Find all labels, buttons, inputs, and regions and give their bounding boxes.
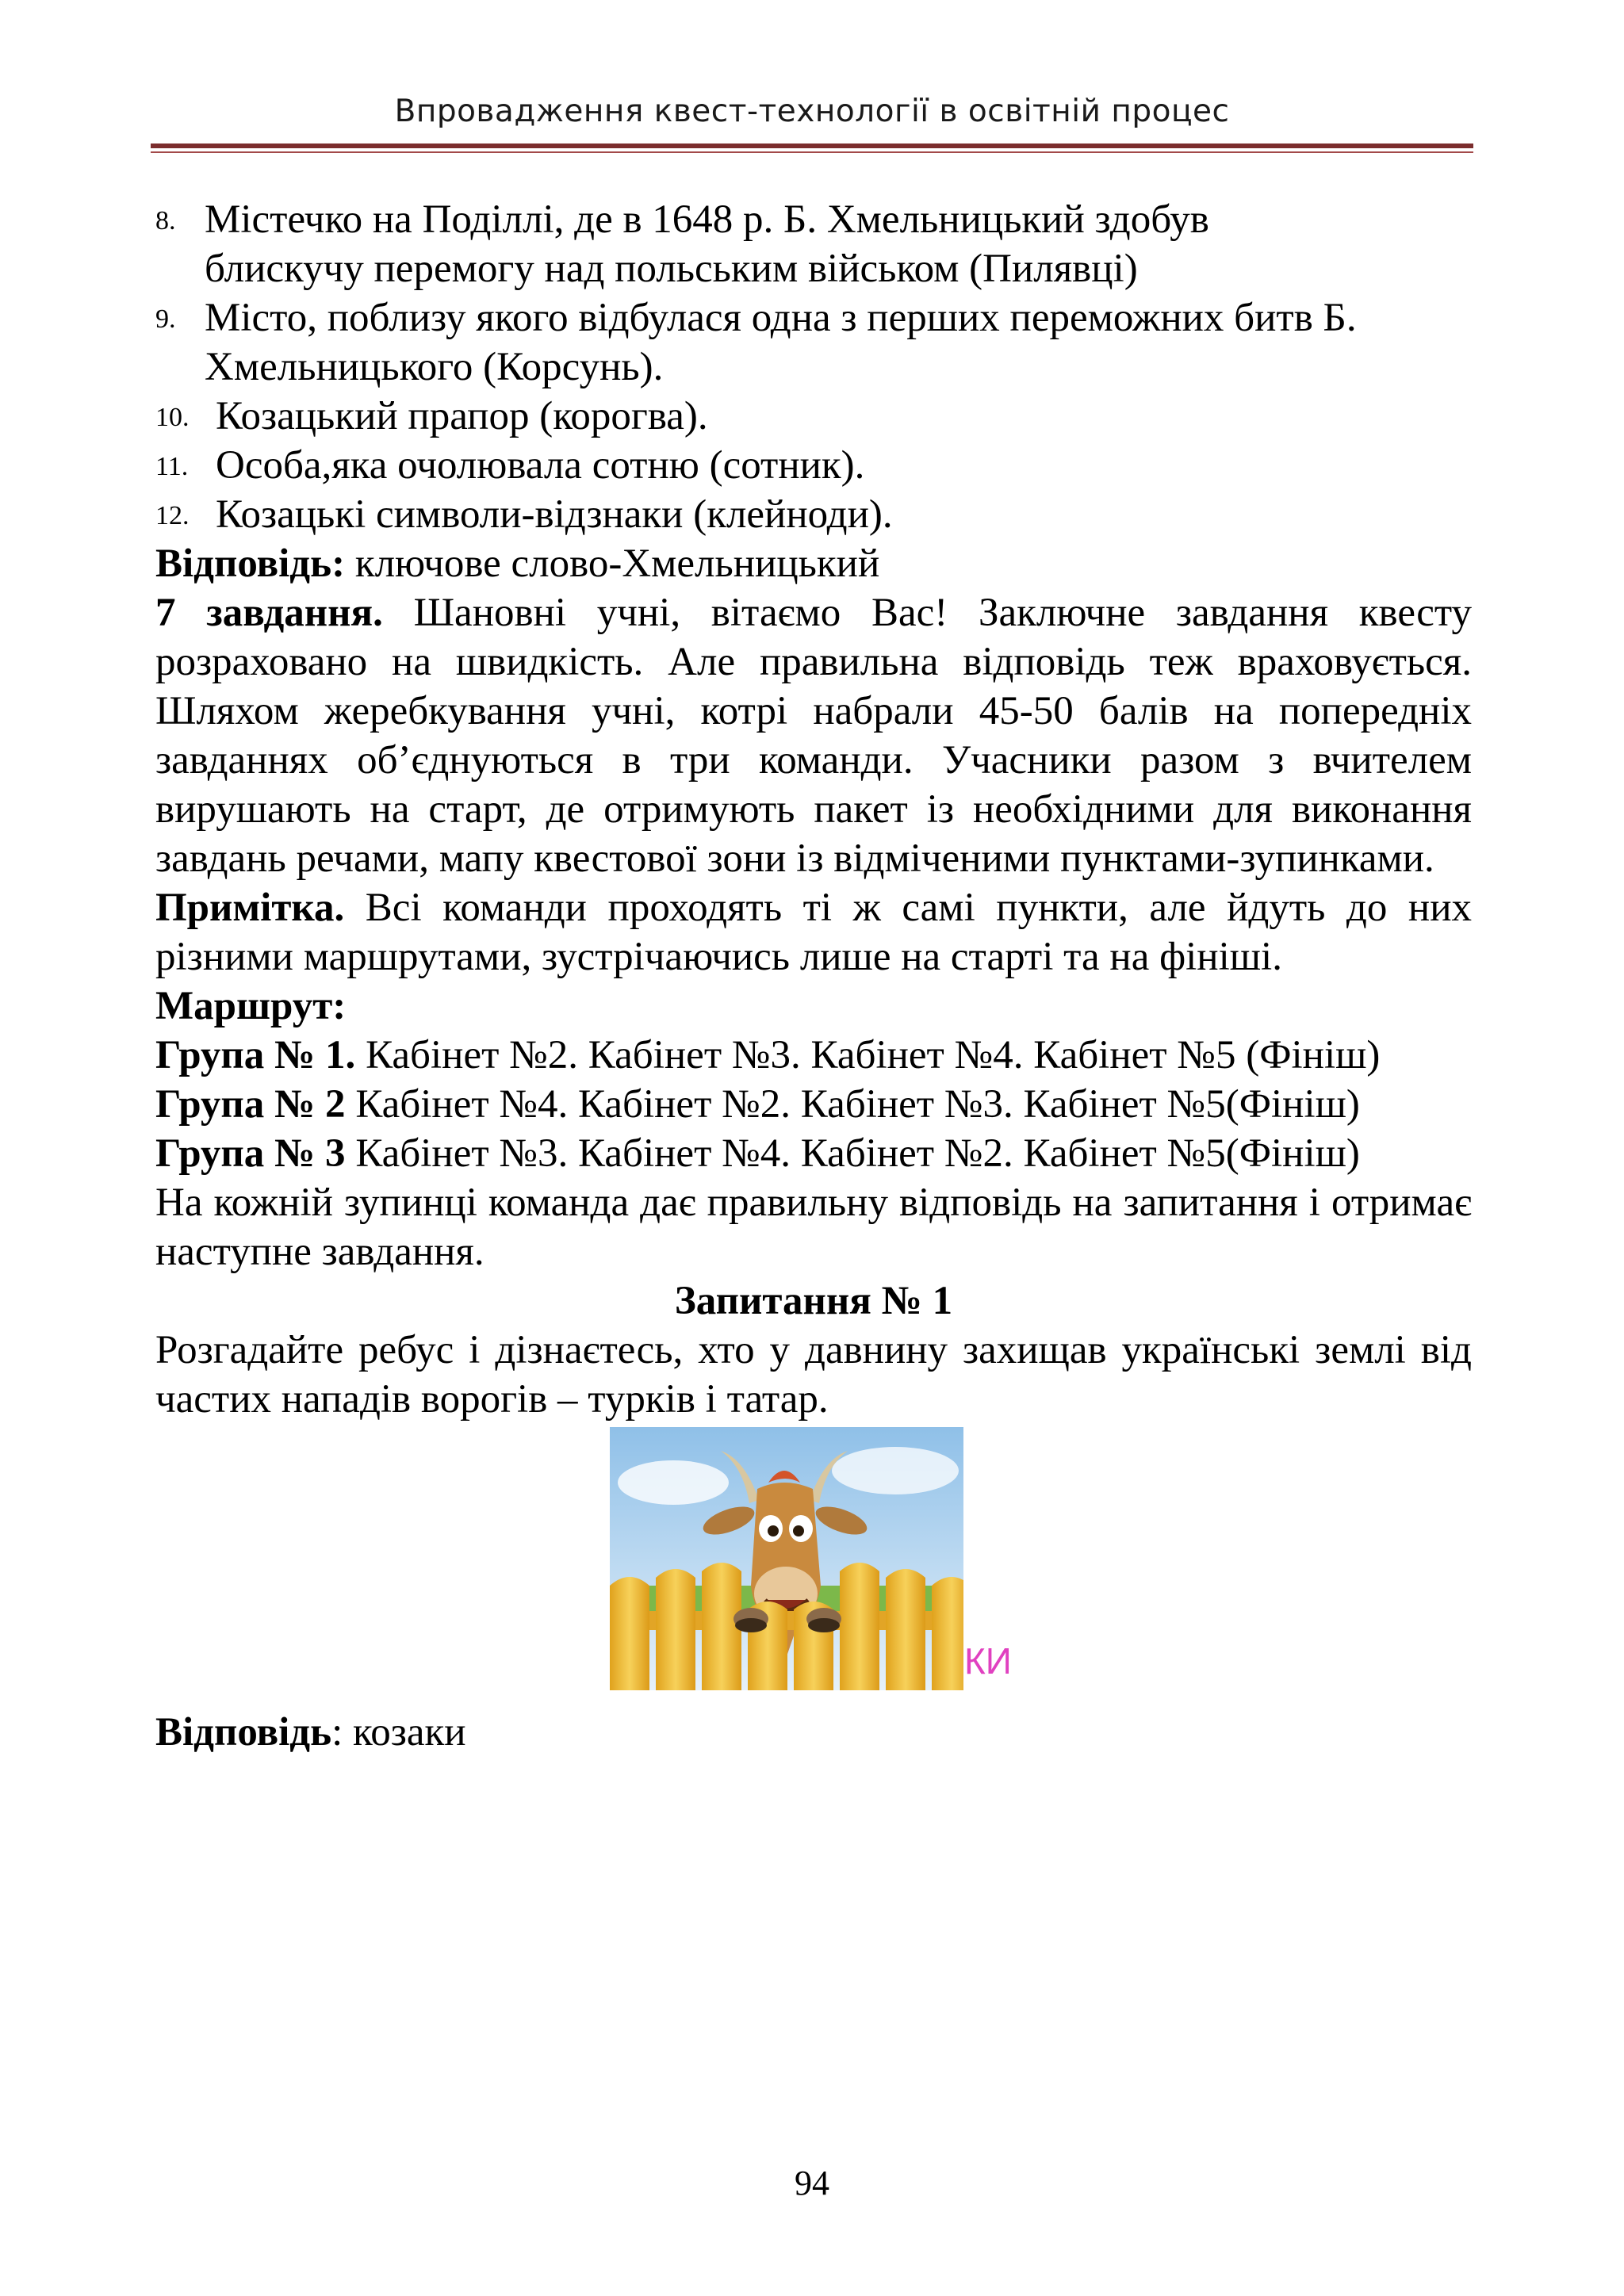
final-answer xyxy=(155,1708,1472,1757)
task7-text: Шановні учні, вітаємо Вас! Заключне завдання квесту розраховано на швидкість. Але правильна відповідь теж враховується. Шляхом жеребкування учні, котрі набрали 45-50 балів на попередніх завданнях об’єднуються в три команди. Учасники разом з вчителем вирушають на старт, де отримують пакет із необхідними для виконання завдань речами, мапу квестової зони із відміченими пунктами-зупинками. xyxy=(155,591,1472,881)
question-heading xyxy=(155,1276,1472,1326)
answer-text: : козаки xyxy=(331,1710,466,1755)
running-title: Впровадження квест-технології в освітній процес xyxy=(394,94,1230,129)
list-number: 8. xyxy=(155,206,176,235)
goat-behind-fence-image xyxy=(610,1427,963,1690)
route-group-3 xyxy=(155,1129,1472,1178)
page-body xyxy=(155,195,1472,1757)
list-text: Місто, поблизу якого відбулася одна з перших переможних битв Б. xyxy=(205,296,1357,340)
list-item xyxy=(155,293,1472,392)
list-item xyxy=(155,441,1472,490)
list-item xyxy=(155,195,1472,293)
note-text: Всі команди проходять ті ж самі пункти, але йдуть до них різними маршрутами, зустрічаючись лише на старті та на фініші. xyxy=(155,886,1472,979)
route-group-label: Група № 2 xyxy=(155,1082,346,1127)
page-number: 94 xyxy=(795,2164,829,2202)
rebus xyxy=(155,1427,1472,1693)
answer-label: Відповідь: xyxy=(155,541,346,586)
route-group-label: Група № 1. xyxy=(155,1033,356,1077)
list-number: 9. xyxy=(155,304,176,334)
list-text: Особа,яка очолювала сотню (сотник). xyxy=(216,443,865,488)
list-number: 11. xyxy=(155,452,189,481)
list-text: Хмельницького (Корсунь). xyxy=(205,345,664,389)
header-rule-thin xyxy=(151,151,1473,153)
list-text: Козацький прапор (корогва). xyxy=(216,394,708,438)
answer-label: Відповідь xyxy=(155,1710,332,1755)
route-footer: На кожній зупинці команда дає правильну відповідь на запитання і отримає наступне завдання. xyxy=(155,1181,1472,1274)
route-heading-text: Маршрут: xyxy=(155,984,347,1028)
header-rule-thick xyxy=(151,144,1473,148)
rebus-suffix: КИ xyxy=(964,1640,1012,1682)
route-heading xyxy=(155,982,1472,1031)
note-paragraph xyxy=(155,883,1472,982)
question-heading-text: Запитання № 1 xyxy=(674,1279,953,1323)
list-text: Козацькі символи-відзнаки (клейноди). xyxy=(216,492,893,537)
list-number: 12. xyxy=(155,501,190,530)
list-text: блискучу перемогу над польським військом (Пилявці) xyxy=(205,247,1138,291)
route-group-text: Кабінет №2. Кабінет №3. Кабінет №4. Кабінет №5 (Фініш) xyxy=(355,1033,1381,1077)
list-item xyxy=(155,490,1472,539)
route-group-2 xyxy=(155,1080,1472,1129)
route-group-text: Кабінет №3. Кабінет №4. Кабінет №2. Кабінет №5(Фініш) xyxy=(345,1131,1360,1176)
question-text: Розгадайте ребус і дізнаєтесь, хто у давнину захищав українські землі від частих нападів ворогів – турків і татар. xyxy=(155,1328,1472,1422)
answer-paragraph xyxy=(155,539,1472,588)
list-item xyxy=(155,392,1472,441)
task7-label: 7 завдання. xyxy=(155,591,383,635)
task7-paragraph xyxy=(155,588,1472,883)
route-group-label: Група № 3 xyxy=(155,1131,346,1176)
route-group-text: Кабінет №4. Кабінет №2. Кабінет №3. Кабінет №5(Фініш) xyxy=(345,1082,1360,1127)
answer-text: ключове слово-Хмельницький xyxy=(345,541,880,586)
list-text: Містечко на Поділлі, де в 1648 р. Б. Хмельницький здобув xyxy=(205,197,1209,242)
note-label: Примітка. xyxy=(155,886,345,930)
route-group-1 xyxy=(155,1031,1472,1080)
list-number: 10. xyxy=(155,403,190,432)
